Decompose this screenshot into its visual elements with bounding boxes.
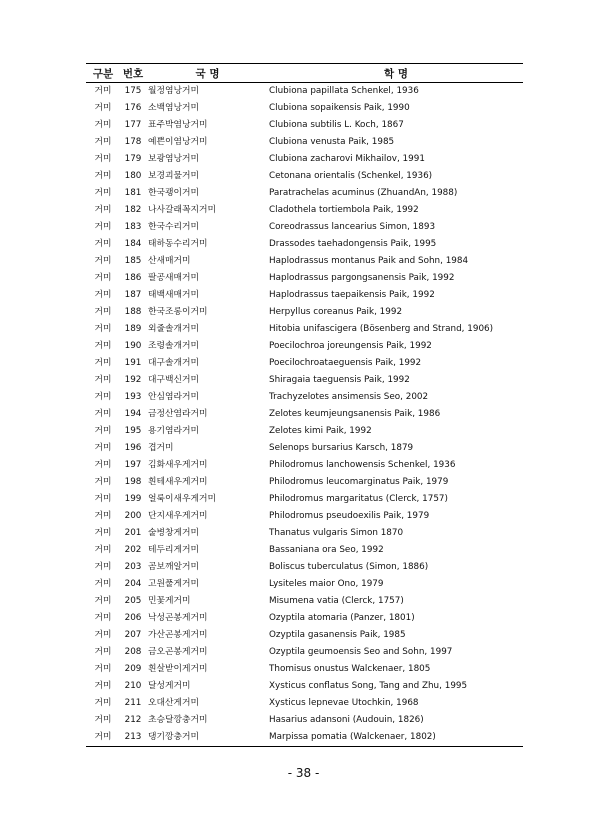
cell-number: 191 [124, 358, 142, 368]
cell-number: 212 [124, 715, 142, 725]
cell-group: 거미 [94, 443, 112, 453]
cell-scientific-name: Philodromus leucomarginatus Paik, 1979 [269, 477, 449, 487]
cell-scientific-name: Cladothela tortiembola Paik, 1992 [269, 205, 419, 215]
table-row [86, 678, 523, 695]
table-row [86, 134, 523, 151]
cell-korean-name: 낙성곤봉게거미 [148, 613, 208, 623]
cell-group: 거미 [94, 120, 112, 130]
table-row [86, 729, 523, 747]
cell-korean-name: 태하동수리거미 [148, 239, 208, 249]
table-row [86, 423, 523, 440]
cell-group: 거미 [94, 545, 112, 555]
table-row [86, 151, 523, 168]
cell-scientific-name: Bassaniana ora Seo, 1992 [269, 545, 384, 555]
cell-korean-name: 산새매거미 [148, 256, 191, 266]
cell-number: 199 [124, 494, 142, 504]
cell-scientific-name: Paratrachelas acuminus (ZhuandAn, 1988) [269, 188, 458, 198]
cell-group: 거미 [94, 698, 112, 708]
cell-scientific-name: Clubiona papillata Schenkel, 1936 [269, 86, 419, 96]
table-row [86, 406, 523, 423]
cell-group: 거미 [94, 511, 112, 521]
table-row [86, 474, 523, 491]
table-row [86, 542, 523, 559]
cell-scientific-name: Trachyzelotes ansimensis Seo, 2002 [269, 392, 429, 402]
header-scientific-name: 학 명 [269, 64, 523, 83]
cell-group: 거미 [86, 729, 120, 747]
cell-number: 179 [124, 154, 142, 164]
table-row [86, 219, 523, 236]
table-row [86, 712, 523, 729]
cell-scientific-name: Drassodes taehadongensis Paik, 1995 [269, 239, 437, 249]
table-row [86, 83, 523, 101]
cell-korean-name: 고원풀게거미 [148, 579, 199, 589]
cell-number: 208 [124, 647, 142, 657]
cell-number: 195 [124, 426, 142, 436]
cell-group: 거미 [94, 562, 112, 572]
cell-group: 거미 [94, 647, 112, 657]
cell-korean-name: 금정산염라거미 [148, 409, 208, 419]
table-row [86, 593, 523, 610]
cell-group: 거미 [94, 290, 112, 300]
cell-number: 187 [124, 290, 142, 300]
cell-number: 209 [124, 664, 142, 674]
table-row [86, 644, 523, 661]
cell-group: 거미 [94, 392, 112, 402]
header-group: 구분 [86, 64, 120, 83]
cell-korean-name: 얼룩이새우게거미 [148, 494, 216, 504]
table-row [86, 287, 523, 304]
cell-group: 거미 [94, 222, 112, 232]
cell-korean-name: 용기염라거미 [148, 426, 199, 436]
cell-number: 186 [124, 273, 142, 283]
cell-number: 176 [124, 103, 142, 113]
cell-scientific-name: Ozyptila atomaria (Panzer, 1801) [269, 613, 415, 623]
cell-scientific-name: Lysiteles maior Ono, 1979 [269, 579, 384, 589]
cell-korean-name: 김화새우게거미 [148, 460, 208, 470]
table-row [86, 100, 523, 117]
cell-korean-name: 태백새매거미 [148, 290, 199, 300]
cell-korean-name: 달성게거미 [148, 681, 191, 691]
cell-group: 거미 [94, 596, 112, 606]
cell-scientific-name: Shiragaia taeguensis Paik, 1992 [269, 375, 410, 385]
table-row [86, 253, 523, 270]
cell-number: 203 [124, 562, 142, 572]
cell-number: 177 [124, 120, 142, 130]
cell-number: 210 [124, 681, 142, 691]
cell-number: 198 [124, 477, 142, 487]
cell-scientific-name: Cetonana orientalis (Schenkel, 1936) [269, 171, 433, 181]
cell-number: 185 [124, 256, 142, 266]
cell-scientific-name: Haplodrassus montanus Paik and Sohn, 1984 [269, 256, 469, 266]
cell-korean-name: 보경괴물거미 [148, 171, 199, 181]
cell-scientific-name: Hitobia unifascigera (Bösenberg and Strand, 1906) [269, 324, 494, 334]
cell-number: 175 [124, 86, 142, 96]
table-row [86, 270, 523, 287]
cell-group: 거미 [94, 460, 112, 470]
cell-group: 거미 [94, 375, 112, 385]
cell-group: 거미 [94, 103, 112, 113]
table-row [86, 117, 523, 134]
cell-number: 201 [124, 528, 142, 538]
cell-korean-name: 안심염라거미 [148, 392, 199, 402]
cell-scientific-name: Philodromus margaritatus (Clerck, 1757) [269, 494, 448, 504]
cell-korean-name: 술병창게거미 [148, 528, 199, 538]
table-row [86, 168, 523, 185]
cell-korean-name: 오대산게거미 [148, 698, 199, 708]
cell-scientific-name: Coreodrassus lancearius Simon, 1893 [269, 222, 436, 232]
cell-korean-name: 월정염낭거미 [148, 86, 199, 96]
cell-group: 거미 [94, 154, 112, 164]
cell-korean-name: 곰보깨알거미 [148, 562, 199, 572]
cell-korean-name: 한국수리거미 [148, 222, 199, 232]
cell-group: 거미 [94, 256, 112, 266]
cell-group: 거미 [94, 205, 112, 215]
table-header [86, 64, 523, 83]
cell-korean-name: 흰살받이게거미 [148, 664, 208, 674]
cell-number: 190 [124, 341, 142, 351]
cell-number: 200 [124, 511, 142, 521]
table-row [86, 338, 523, 355]
cell-group: 거미 [94, 681, 112, 691]
cell-group: 거미 [94, 171, 112, 181]
cell-korean-name: 초승달깡충거미 [148, 715, 208, 725]
table-row [86, 355, 523, 372]
cell-korean-name: 대구솔개거미 [148, 358, 199, 368]
cell-scientific-name: Zelotes keumjeungsanensis Paik, 1986 [269, 409, 441, 419]
cell-scientific-name: Thanatus vulgaris Simon 1870 [269, 528, 404, 538]
cell-number: 181 [124, 188, 142, 198]
cell-korean-name: 팔공새매거미 [148, 273, 199, 283]
cell-number: 180 [124, 171, 142, 181]
cell-group: 거미 [94, 137, 112, 147]
cell-korean-name: 표주박염낭거미 [148, 120, 208, 130]
table-row [86, 321, 523, 338]
table-row [86, 525, 523, 542]
cell-number: 192 [124, 375, 142, 385]
cell-korean-name: 대구백신거미 [148, 375, 199, 385]
cell-scientific-name: Haplodrassus pargongsanensis Paik, 1992 [269, 273, 455, 283]
cell-scientific-name: Philodromus lanchowensis Schenkel, 1936 [269, 460, 456, 470]
cell-scientific-name: Hasarius adansoni (Audouin, 1826) [269, 715, 424, 725]
cell-number: 188 [124, 307, 142, 317]
cell-korean-name: 소백염낭거미 [148, 103, 199, 113]
table-row [86, 661, 523, 678]
cell-number: 189 [124, 324, 142, 334]
cell-korean-name: 조령솔개거미 [148, 341, 199, 351]
table-row [86, 236, 523, 253]
table-row [86, 610, 523, 627]
table-body [86, 83, 523, 747]
cell-korean-name: 외줄솔개거미 [148, 324, 199, 334]
table-row [86, 491, 523, 508]
cell-number: 202 [124, 545, 142, 555]
cell-number: 197 [124, 460, 142, 470]
table-row [86, 304, 523, 321]
table-row [86, 576, 523, 593]
cell-group: 거미 [94, 239, 112, 249]
cell-number: 204 [124, 579, 142, 589]
cell-number: 194 [124, 409, 142, 419]
cell-group: 거미 [94, 630, 112, 640]
table-row [86, 695, 523, 712]
cell-scientific-name: Marpissa pomatia (Walckenaer, 1802) [269, 729, 523, 747]
cell-group: 거미 [94, 86, 112, 96]
table-row [86, 559, 523, 576]
cell-korean-name: 금오곤봉게거미 [148, 647, 208, 657]
cell-group: 거미 [94, 307, 112, 317]
cell-scientific-name: Clubiona sopaikensis Paik, 1990 [269, 103, 410, 113]
cell-scientific-name: Clubiona zacharovi Mikhailov, 1991 [269, 154, 425, 164]
cell-number: 182 [124, 205, 142, 215]
table-row [86, 440, 523, 457]
table-row [86, 508, 523, 525]
cell-number: 184 [124, 239, 142, 249]
cell-number: 205 [124, 596, 142, 606]
cell-group: 거미 [94, 528, 112, 538]
cell-number: 196 [124, 443, 142, 453]
cell-scientific-name: Xysticus conflatus Song, Tang and Zhu, 1995 [269, 681, 468, 691]
cell-number: 183 [124, 222, 142, 232]
cell-scientific-name: Zelotes kimi Paik, 1992 [269, 426, 372, 436]
cell-group: 거미 [94, 494, 112, 504]
header-number: 번호 [120, 64, 146, 83]
cell-scientific-name: Selenops bursarius Karsch, 1879 [269, 443, 414, 453]
header-korean-name: 국 명 [146, 64, 269, 83]
cell-scientific-name: Poecilochroataeguensis Paik, 1992 [269, 358, 422, 368]
cell-korean-name: 민꽃게거미 [148, 596, 191, 606]
table-row [86, 202, 523, 219]
cell-scientific-name: Misumena vatia (Clerck, 1757) [269, 596, 404, 606]
cell-korean-name: 단지새우게거미 [148, 511, 208, 521]
cell-group: 거미 [94, 613, 112, 623]
cell-scientific-name: Thomisus onustus Walckenaer, 1805 [269, 664, 431, 674]
cell-group: 거미 [94, 664, 112, 674]
cell-korean-name: 겹거미 [148, 443, 174, 453]
cell-korean-name: 한국괭이거미 [148, 188, 199, 198]
cell-group: 거미 [94, 715, 112, 725]
cell-number: 211 [124, 698, 142, 708]
cell-korean-name: 한국조롱이거미 [148, 307, 208, 317]
cell-group: 거미 [94, 426, 112, 436]
cell-group: 거미 [94, 477, 112, 487]
table-row [86, 457, 523, 474]
cell-group: 거미 [94, 579, 112, 589]
cell-scientific-name: Haplodrassus taepaikensis Paik, 1992 [269, 290, 435, 300]
cell-korean-name: 가산곤봉게거미 [148, 630, 208, 640]
cell-group: 거미 [94, 188, 112, 198]
cell-scientific-name: Clubiona subtilis L. Koch, 1867 [269, 120, 404, 130]
table-row [86, 185, 523, 202]
cell-group: 거미 [94, 273, 112, 283]
table-row [86, 627, 523, 644]
cell-number: 207 [124, 630, 142, 640]
species-table [86, 63, 523, 747]
cell-scientific-name: Clubiona venusta Paik, 1985 [269, 137, 395, 147]
cell-number: 178 [124, 137, 142, 147]
header-row [86, 64, 523, 83]
cell-scientific-name: Xysticus lepnevae Utochkin, 1968 [269, 698, 419, 708]
cell-scientific-name: Philodromus pseudoexilis Paik, 1979 [269, 511, 430, 521]
cell-group: 거미 [94, 341, 112, 351]
page-number: - 38 - [287, 766, 320, 780]
cell-scientific-name: Herpyllus coreanus Paik, 1992 [269, 307, 403, 317]
cell-number: 206 [124, 613, 142, 623]
cell-group: 거미 [94, 324, 112, 334]
cell-korean-name: 흰테새우게거미 [148, 477, 208, 487]
table-row [86, 372, 523, 389]
cell-korean-name: 나사갈래꼭지거미 [148, 205, 216, 215]
cell-number: 193 [124, 392, 142, 402]
cell-group: 거미 [94, 358, 112, 368]
cell-scientific-name: Boliscus tuberculatus (Simon, 1886) [269, 562, 429, 572]
cell-scientific-name: Ozyptila gasanensis Paik, 1985 [269, 630, 406, 640]
cell-korean-name: 댕기깡충거미 [146, 729, 269, 747]
cell-group: 거미 [94, 409, 112, 419]
cell-korean-name: 테두리게거미 [148, 545, 199, 555]
table-row [86, 389, 523, 406]
cell-korean-name: 보광염낭거미 [148, 154, 199, 164]
cell-number: 213 [120, 729, 146, 747]
cell-scientific-name: Ozyptila geumoensis Seo and Sohn, 1997 [269, 647, 453, 657]
cell-korean-name: 예쁜이염낭거미 [148, 137, 208, 147]
cell-scientific-name: Poecilochroa joreungensis Paik, 1992 [269, 341, 432, 351]
